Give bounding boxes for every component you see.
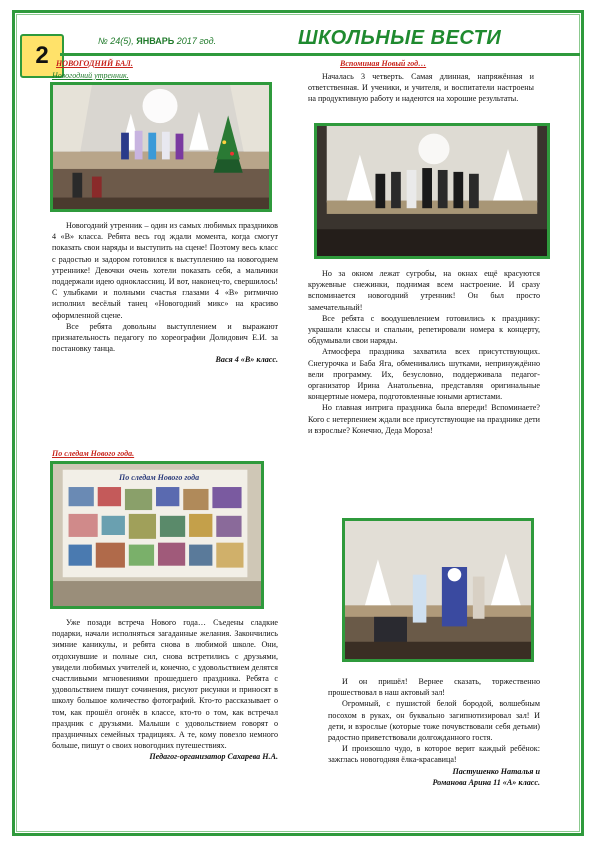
paragraph: Новогодний утренник – один из самых любимых праздников 4 «В» класса. Ребята весь год ждали момента, когда смогут показать свои наряды и выступить на сцене! Поэтому весь класс с радостью и задором готовился к выступлению на новогоднем утреннике! Девочки очень хотели показать себя, а мальчики поддержали идею одноклассниц. И вот, наконец-то, свершилось! С улыбками и полными счастья глазами 4 «В» ритмично исполнил весёлый танец «Новогодний микс» на красиво оформленной сцене. <box>52 221 278 320</box>
photo-poster-board <box>50 461 264 609</box>
paragraph: Атмосфера праздника захватила всех присутствующих. Снегурочка и Баба Яга, обменивались шутками, непринуждённо вели программу. Их, безусловно, поддерживала педагог-организатор Ирина Анатольевна, представляя оригинальные концертные номера, подготовленные юными артистами. <box>308 347 540 402</box>
page-number: 2 <box>20 34 64 78</box>
article-father-frost <box>328 676 540 788</box>
signature: Вася 4 «В» класс. <box>215 355 278 365</box>
paragraph: Все ребята с воодушевлением готовились к празднику: украшали классы и спальни, репетировали номера к концерту, обдумывали свои наряды. <box>308 313 540 346</box>
issue-month: ЯНВАРЬ <box>136 36 175 46</box>
article-matinee <box>52 220 278 366</box>
section-title-ball: НОВОГОДНИЙ БАЛ. <box>56 59 133 68</box>
article-remembering <box>308 268 540 436</box>
section-title-remembering: Вспоминая Новый год… <box>340 59 427 68</box>
photo-stage-performers <box>314 123 550 259</box>
section-subtitle-matinee: Новогодний утренник. <box>52 71 129 80</box>
article-intro <box>308 71 534 105</box>
issue-number: № 24(5), <box>98 36 134 46</box>
signature-line-2: Романова Арина 11 «А» класс. <box>432 777 540 787</box>
header-divider <box>60 53 580 56</box>
signature-line-1: Пастушенко Наталья и <box>452 766 540 776</box>
issue-year: 2017 год. <box>176 36 217 46</box>
paragraph: И произошло чудо, в которое верит каждый ребёнок: зажглась новогодняя ёлка-красавица! <box>328 744 540 765</box>
paragraph: Началась 3 четверть. Самая длинная, напряжённая и ответственная. И ученики, и учителя, и воспитатели настроены на продуктивную работу и надеются на хорошие результаты. <box>308 72 534 104</box>
paragraph: Все ребята довольны выступлением и выражают признательность педагогу по хореографии Долидович Е.И. за постановку танца. <box>52 321 278 354</box>
paragraph: Уже позади встреча Нового года… Съедены сладкие подарки, начали исполняться загаданные желания. Закончились зимние каникулы, и ребята снова в любимой школе. Они, отдохнувшие и полные сил, снова встретились с друзьями, увидели любимых учителей и, конечно, с удовольствием делятся счастливыми мгновениями прошедшего праздника. Ребята с удовольствием пишут сочинения, рисуют рисунки и приносят в школу большое количество фотографий. Кто-то рассказывает о том, как прошёл огонёк в классе, кто-то о том, как встречал праздник с друзьями. Малыши с удовольствием говорят о праздничных семейных традициях. А те, кому повезло немного больше, пишут о своих новогодних путешествиях. <box>52 618 278 751</box>
signature: Педагог-организатор Сахарева Н.А. <box>149 752 278 762</box>
article-traces <box>52 617 278 763</box>
newspaper-title: ШКОЛЬНЫЕ ВЕСТИ <box>298 27 502 49</box>
photo-dance-stage <box>50 82 272 212</box>
photo-father-frost <box>342 518 534 662</box>
issue-info <box>98 36 216 46</box>
section-title-traces: По следам Нового года. <box>52 449 135 458</box>
poster-caption: По следам Нового года <box>119 473 200 482</box>
paragraph: И он пришёл! Вернее сказать, торжественно прошествовал в наш актовый зал! <box>328 677 540 698</box>
paragraph: Огромный, с пушистой белой бородой, волшебным посохом в руках, он буквально загипнотизировал зал! И дети, и взрослые (которые тоже почувствовали себя детьми) радостно приветствовали долгожданного гостя. <box>328 699 540 743</box>
paragraph: Но за окном лежат сугробы, на окнах ещё красуются кружевные снежинки, поднимая всем настроение. И сразу вспоминается новогодний утренник! Он был просто замечательный! <box>308 269 540 312</box>
paragraph: Но главная интрига праздника была впереди! Вспоминаете? Кого с нетерпением ждали все присутствующие на празднике дети и взрослые? Конечно, Деда Мороза! <box>308 403 540 435</box>
